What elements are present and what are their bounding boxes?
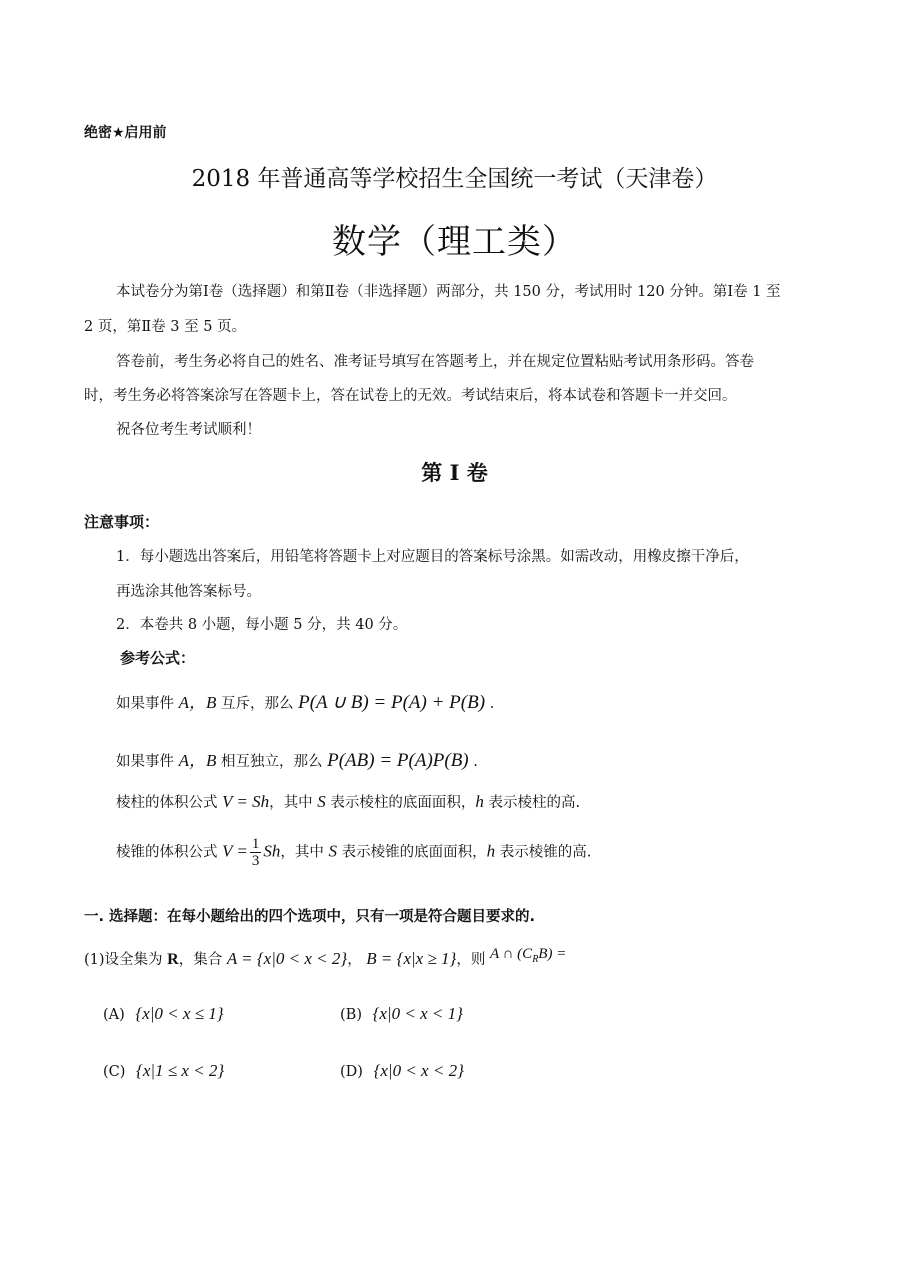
intro-paragraph-1-line-2: 2 页，第Ⅱ卷 3 至 5 页。 [84,319,247,335]
question-1-then: ，则 [456,952,490,968]
option-d-value: {x|0 < x < 2} [373,1061,464,1080]
option-c-value: {x|1 ≤ x < 2} [136,1061,225,1080]
notes-item-1-line-2: 再选涂其他答案标号。 [116,584,261,600]
formula-1-mid: 互斥，那么 [216,696,299,712]
intro-paragraph-2-line-1: 答卷前，考生务必将自己的姓名、准考证号填写在答题考上，并在规定位置粘贴考试用条形码。答卷 [116,354,754,370]
option-b[interactable] [340,1004,463,1024]
notes-item-2: 2．本卷共 8 小题，每小题 5 分，共 40 分。 [116,617,408,633]
option-b-value: {x|0 < x < 1} [372,1004,463,1023]
option-a[interactable] [103,1004,224,1024]
option-d[interactable] [340,1061,464,1081]
formula-4-mid: ，其中 [280,844,329,861]
formula-3-text: 表示棱柱的底面面积， [325,795,476,811]
formula-1-vars: A，B [178,693,217,712]
intro-paragraph-1-line-1: 本试卷分为第Ⅰ卷（选择题）和第Ⅱ卷（非选择题）两部分，共 150 分，考试用时 120 分钟。第Ⅰ卷 1 至 [116,284,781,300]
formula-1-expr: P(A ∪ B) = P(A) + P(B) [298,692,486,713]
notes-heading: 注意事项： [84,513,160,531]
notes-item-1-line-1: 1．每小题选出答案后，用铅笔将答题卡上对应题目的答案标号涂黑。如需改动，用橡皮擦干净后， [116,549,749,565]
formula-4-h: h [486,841,496,861]
formula-4-V: V = [222,841,248,861]
intro-paragraph-2-line-2: 时，考生务必将答案涂写在答题卡上，答在试卷上的无效。考试结束后，将本试卷和答题卡一并交回。 [84,388,737,404]
formula-3-expr: V = Sh [222,792,270,811]
question-1-R: R [167,951,179,968]
volume-title: 第 I 卷 [421,460,488,485]
formula-4-denominator: 3 [251,853,260,869]
option-b-label: (B) [340,1007,362,1023]
question-1-prefix: (1)设全集为 [84,952,168,968]
formula-3-h: h [475,792,484,811]
formula-4-fraction [250,836,262,869]
question-1-expr-end: B) = [538,946,567,962]
formula-2: 如果事件 A，B 相互独立，那么 P(AB) = P(A)P(B) . [116,750,478,771]
option-c[interactable] [103,1061,224,1081]
question-1-set-A: A = {x|0 < x < 2} [226,949,348,968]
section-1-heading: 一. 选择题：在每小题给出的四个选项中，只有一项是符合题目要求的. [84,909,536,925]
formula-3-prefix: 棱柱的体积公式 [116,795,223,811]
formula-2-expr: P(AB) = P(A)P(B) [327,750,469,771]
formulas-heading: 参考公式： [120,649,196,667]
option-a-value: {x|0 < x ≤ 1} [135,1004,224,1023]
formula-2-mid: 相互独立，那么 [216,754,328,770]
formula-1-prefix: 如果事件 [116,696,179,712]
formula-3-mid: ，其中 [269,795,318,811]
formula-4-prefix: 棱锥的体积公式 [116,844,223,861]
formula-4 [116,836,591,869]
formula-4-Sh: Sh [263,841,281,861]
exam-title: 2018 年普通高等学校招生全国统一考试（天津卷） [191,166,718,192]
option-a-label: (A) [103,1007,125,1023]
option-d-label: (D) [340,1064,363,1080]
formula-1: 如果事件 A，B 互斥，那么 P(A ∪ B) = P(A) + P(B) . [116,692,495,713]
secret-label: 绝密★启用前 [84,125,167,141]
question-1-mid: ，集合 [178,952,227,968]
question-1-expr-main: A ∩ (C [489,946,533,962]
question-1-expr [489,946,567,965]
formula-4-end: 表示棱锥的高. [495,844,592,861]
question-1-set-B: B = {x|x ≥ 1} [366,949,457,968]
formula-3 [116,791,580,812]
subject-title: 数学（理工类） [332,222,577,262]
formula-4-numerator: 1 [251,836,260,852]
question-1-expr-sub: R [532,954,539,965]
formula-4-text: 表示棱锥的底面面积， [337,844,487,861]
intro-paragraph-3: 祝各位考生考试顺利！ [116,422,261,438]
formula-2-vars: A，B [178,751,217,770]
option-c-label: (C) [103,1064,126,1080]
question-1-stem [84,948,566,971]
formula-4-S: S [328,841,338,861]
formula-2-prefix: 如果事件 [116,754,179,770]
formula-3-S: S [317,792,326,811]
formula-3-end: 表示棱柱的高. [483,795,581,811]
question-1-comma: ， [347,952,362,968]
